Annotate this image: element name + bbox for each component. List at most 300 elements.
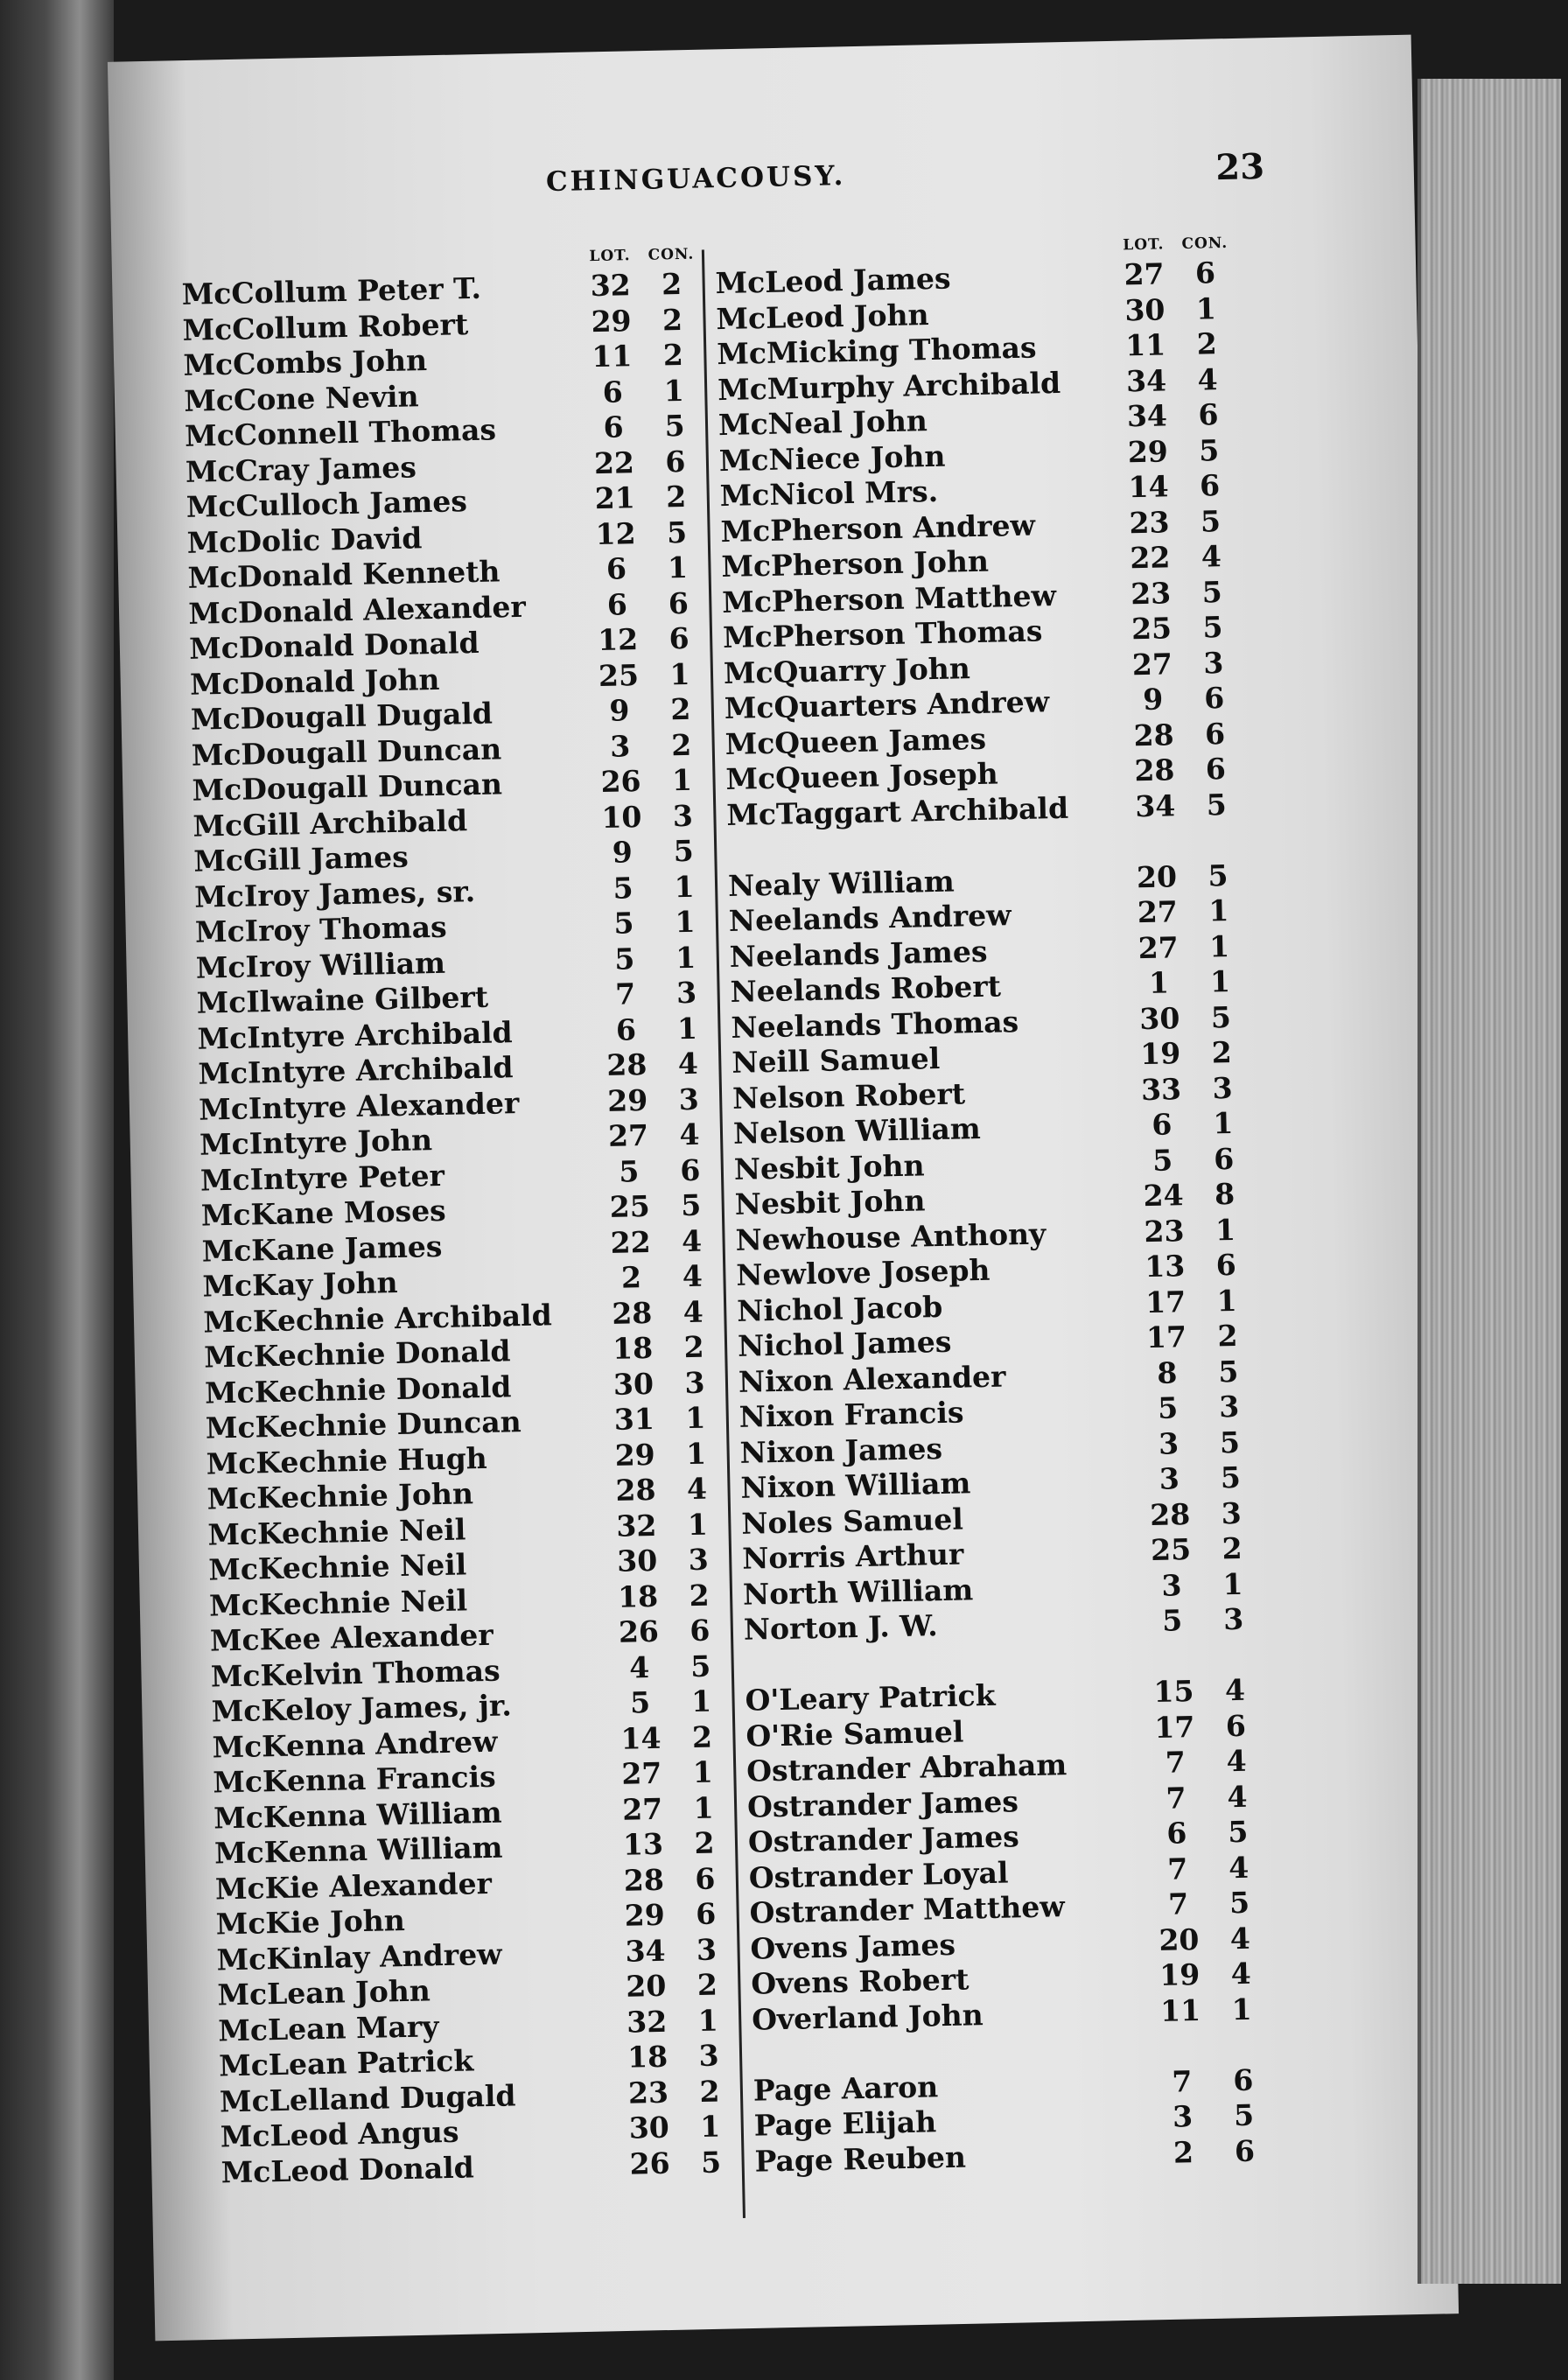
entry-name: Nixon William <box>740 1466 971 1505</box>
entry-name: Ostrander Loyal <box>748 1855 1009 1895</box>
entry-con: 1 <box>690 1684 712 1719</box>
entry-name: Ovens Robert <box>750 1962 970 2001</box>
entry-lot: 21 <box>594 480 636 516</box>
entry-name: Nesbit John <box>733 1147 925 1186</box>
entry-con: 5 <box>1219 1424 1241 1460</box>
entry-lot: 34 <box>625 1933 666 1969</box>
entry-lot: 28 <box>615 1472 656 1508</box>
entry-name: McKee Alexander <box>209 1617 494 1658</box>
entry-name: O'Rie Samuel <box>746 1714 964 1754</box>
entry-con: 6 <box>679 1152 701 1187</box>
entry-lot: 7 <box>614 976 636 1012</box>
entry-con: 4 <box>679 1116 700 1152</box>
entry-con: 8 <box>1214 1176 1236 1212</box>
entry-lot: 18 <box>617 1578 659 1614</box>
entry-lot: 31 <box>613 1401 655 1437</box>
entry-con: 6 <box>1232 2062 1254 2097</box>
entry-con: 6 <box>1215 1247 1237 1283</box>
entry-con: 5 <box>673 833 695 869</box>
entry-name: McKechnie Neil <box>207 1547 467 1587</box>
entry-name: McKane James <box>201 1228 443 1269</box>
entry-lot: 12 <box>597 622 639 658</box>
entry-con: 1 <box>674 869 695 904</box>
entry-con: 6 <box>1203 681 1225 716</box>
entry-lot: 17 <box>1145 1320 1187 1355</box>
entry-name: McGill James <box>192 839 410 878</box>
entry-name: Ostrander Abraham <box>746 1747 1068 1788</box>
entry-name: Page Elijah <box>753 2104 937 2143</box>
entry-lot: 25 <box>609 1188 651 1224</box>
entry-name: McIntyre John <box>199 1123 433 1162</box>
entry-name: McKenna Francis <box>213 1759 497 1800</box>
entry-lot: 28 <box>623 1862 665 1898</box>
entry-lot: 33 <box>1140 1071 1182 1107</box>
entry-con: 4 <box>1224 1672 1246 1708</box>
entry-con: 2 <box>1222 1530 1242 1566</box>
entry-lot: 3 <box>1158 1425 1180 1461</box>
entry-name: McQuarry John <box>723 650 971 690</box>
entry-con: 4 <box>1229 1921 1251 1956</box>
entry-lot: 29 <box>1127 433 1169 469</box>
entry-con: 5 <box>1200 503 1222 539</box>
entry-name: McMicking Thomas <box>716 330 1037 372</box>
entry-lot: 20 <box>1136 858 1178 894</box>
entry-lot: 6 <box>606 551 627 586</box>
entry-con: 1 <box>1216 1283 1238 1318</box>
entry-name: Neelands Thomas <box>731 1004 1019 1045</box>
entry-con: 5 <box>1220 1460 1242 1495</box>
entry-lot: 5 <box>619 1153 640 1189</box>
entry-lot: 32 <box>616 1508 657 1544</box>
entry-lot: 34 <box>1125 362 1167 398</box>
entry-name: Ostrander Matthew <box>749 1889 1066 1930</box>
entry-lot: 9 <box>1142 682 1164 717</box>
entry-name: McConnell Thomas <box>184 412 497 453</box>
entry-lot: 3 <box>1158 1461 1180 1496</box>
entry-lot: 5 <box>613 906 634 941</box>
entry-con: 4 <box>682 1294 704 1329</box>
entry-lot: 13 <box>622 1826 664 1862</box>
entry-lot: 30 <box>1138 1000 1180 1036</box>
entry-lot: 6 <box>606 586 628 622</box>
entry-lot: 6 <box>615 1012 637 1047</box>
entry-name: McIntyre Alexander <box>198 1085 520 1127</box>
entry-name: McCray James <box>185 449 417 489</box>
entry-con: 5 <box>1202 610 1223 645</box>
entry-con: 6 <box>1194 256 1216 290</box>
entry-con: 2 <box>662 302 683 337</box>
entry-lot: 9 <box>608 693 630 728</box>
entry-name: Norris Arthur <box>741 1536 964 1576</box>
entry-con: 4 <box>677 1046 699 1082</box>
entry-lot: 28 <box>1149 1496 1191 1532</box>
entry-con: 3 <box>696 1932 718 1967</box>
entry-lot: 7 <box>1171 2063 1193 2099</box>
entry-con: 1 <box>693 1790 715 1825</box>
entry-name: Page Aaron <box>752 2068 939 2108</box>
entry-con: 1 <box>684 1400 706 1436</box>
entry-con: 6 <box>1198 397 1219 432</box>
entry-name: McDonald John <box>189 662 440 702</box>
entry-con: 1 <box>675 904 696 940</box>
entry-name: McDonald Alexander <box>188 589 527 631</box>
entry-con: 4 <box>1200 539 1222 574</box>
entry-con: 3 <box>698 2038 719 2073</box>
entry-lot: 2 <box>1172 2134 1194 2170</box>
entry-lot: 29 <box>624 1897 666 1933</box>
entry-lot: 11 <box>592 339 633 374</box>
entry-con: 2 <box>683 1329 705 1365</box>
entry-name: McNicol Mrs. <box>719 473 939 514</box>
entry-lot: 10 <box>601 799 642 835</box>
entry-lot: 30 <box>612 1366 654 1402</box>
entry-name: McPherson Matthew <box>721 578 1057 620</box>
entry-name: McLeod John <box>716 297 929 336</box>
entry-name: McDolic David <box>186 520 423 560</box>
entry-name: McCollum Robert <box>182 306 469 347</box>
page-number: 23 <box>1214 145 1265 189</box>
entry-name: Ovens James <box>750 1927 956 1966</box>
entry-name: McTaggart Archibald <box>725 790 1069 832</box>
entry-con: 1 <box>1209 963 1231 999</box>
entry-lot: 5 <box>1161 1603 1183 1638</box>
entry-name: McIroy Thomas <box>194 909 447 949</box>
entry-name: Page Reuben <box>754 2139 967 2179</box>
entry-con: 1 <box>687 1507 709 1542</box>
entry-lot: 28 <box>606 1046 648 1082</box>
entry-con: 6 <box>665 444 686 479</box>
entry-name: McDonald Donald <box>188 625 480 666</box>
entry-lot: 7 <box>1167 1886 1189 1922</box>
entry-lot: 22 <box>610 1224 651 1260</box>
entry-con: 1 <box>1208 893 1229 928</box>
entry-con: 6 <box>1204 716 1226 752</box>
entry-lot: 8 <box>1156 1354 1178 1390</box>
entry-name: McKechnie John <box>206 1476 474 1516</box>
directory-page <box>144 137 1318 2295</box>
entry-name: McQueen Joseph <box>725 756 998 797</box>
entry-con: 1 <box>1231 1992 1252 2026</box>
entry-con: 1 <box>685 1436 707 1471</box>
entry-con: 2 <box>1217 1318 1238 1354</box>
entry-lot: 26 <box>629 2146 671 2181</box>
entry-lot: 6 <box>1152 1107 1172 1142</box>
entry-name: McDougall Duncan <box>192 766 503 808</box>
entry-name: Ostrander James <box>746 1783 1019 1824</box>
entry-name: McIroy James, sr. <box>193 873 476 914</box>
entry-name: McLean Patrick <box>218 2043 474 2083</box>
entry-con: 4 <box>682 1258 704 1294</box>
entry-lot: 9 <box>612 835 634 870</box>
entry-name: Nealy William <box>727 864 956 903</box>
right-column <box>715 234 1298 2204</box>
entry-con: 5 <box>1227 1814 1249 1850</box>
entry-con: 5 <box>1198 432 1220 468</box>
entry-con: 2 <box>689 1578 710 1613</box>
entry-name: McKechnie Donald <box>203 1334 511 1375</box>
page-block-edge <box>1418 79 1561 2284</box>
entry-con: 4 <box>1226 1743 1248 1779</box>
entry-lot: 14 <box>1128 469 1170 505</box>
entry-lot: 6 <box>602 374 624 410</box>
entry-name: Neelands Andrew <box>728 898 1012 938</box>
right-entries <box>715 255 1298 2180</box>
entry-name: McCulloch James <box>186 484 468 524</box>
entry-name: Newlove Joseph <box>736 1252 990 1292</box>
entry-con: 5 <box>1208 858 1228 892</box>
entry-name: McPherson Thomas <box>722 613 1043 655</box>
entry-con: 5 <box>1201 574 1223 610</box>
entry-lot: 23 <box>1130 575 1172 611</box>
entry-name: McCone Nevin <box>183 378 419 418</box>
entry-lot: 29 <box>591 303 632 339</box>
entry-name: McKay John <box>202 1264 398 1304</box>
entry-lot: 5 <box>612 870 634 906</box>
entry-name: McMurphy Archibald <box>717 365 1061 407</box>
entry-lot: 17 <box>1153 1709 1195 1745</box>
running-head: CHINGUACOUSY. <box>545 159 846 199</box>
entry-name: McPherson Andrew <box>720 508 1036 549</box>
entry-lot: 5 <box>629 1685 651 1720</box>
entry-lot: 26 <box>618 1614 660 1649</box>
entry-lot: 30 <box>616 1543 658 1578</box>
facing-page-edge <box>0 0 114 2380</box>
entry-name: McKechnie Donald <box>204 1368 512 1410</box>
entry-name: McPherson John <box>721 543 990 584</box>
entry-name: McLeod James <box>715 261 951 301</box>
con-header: CON. <box>648 245 695 264</box>
entry-lot: 11 <box>1124 327 1166 363</box>
entry-name: Neill Samuel <box>731 1040 941 1080</box>
entry-con: 6 <box>1199 468 1221 503</box>
entry-con: 5 <box>1217 1354 1239 1389</box>
entry-name: North William <box>742 1572 974 1612</box>
entry-lot: 12 <box>595 515 636 551</box>
entry-lot: 23 <box>1129 504 1170 540</box>
entry-lot: 23 <box>627 2075 669 2110</box>
entry-lot: 30 <box>1124 291 1166 327</box>
entry-lot: 27 <box>621 1791 663 1827</box>
entry-lot: 15 <box>1153 1674 1194 1709</box>
entry-con: 5 <box>700 2144 722 2180</box>
entry-con: 6 <box>694 1861 716 1896</box>
entry-con: 2 <box>670 727 692 762</box>
entry-con: 1 <box>692 1754 714 1790</box>
con-header: CON. <box>1181 234 1228 253</box>
entry-con: 4 <box>681 1223 703 1258</box>
entry-con: 6 <box>1234 2133 1256 2168</box>
entry-name: McKie John <box>215 1902 406 1942</box>
entry-name: McDonald Kenneth <box>187 554 500 595</box>
entry-name: McIroy William <box>195 945 446 985</box>
entry-name: McIntyre Archibald <box>197 1014 513 1056</box>
entry-lot: 19 <box>1158 1956 1200 1992</box>
entry-name: Noles Samuel <box>740 1502 964 1541</box>
entry-lot: 6 <box>1166 1816 1187 1851</box>
entry-lot: 18 <box>626 2039 668 2075</box>
entry-name: Nixon James <box>739 1431 943 1470</box>
entry-con: 3 <box>1212 1070 1233 1105</box>
entry-lot: 30 <box>628 2110 670 2146</box>
entry-name: McLeod Angus <box>220 2114 459 2154</box>
entry-name: McKechnie Hugh <box>206 1440 488 1481</box>
entry-con: 2 <box>694 1825 715 1861</box>
entry-name: Neelands Robert <box>730 969 1002 1009</box>
entry-lot: 5 <box>1152 1142 1173 1178</box>
entry-con: 4 <box>1227 1779 1248 1814</box>
entry-con: 2 <box>665 479 687 514</box>
entry-con: 6 <box>1213 1141 1235 1176</box>
entry-con: 6 <box>1205 752 1227 787</box>
entry-con: 3 <box>688 1542 710 1578</box>
entry-lot: 25 <box>598 657 640 693</box>
entry-name: McLelland Dugald <box>219 2077 516 2118</box>
left-column <box>181 245 765 2216</box>
entry-lot: 27 <box>1124 256 1165 292</box>
entry-lot: 14 <box>620 1720 662 1756</box>
entry-name: Overland John <box>751 1997 984 2037</box>
entry-name: Nelson Robert <box>732 1075 966 1116</box>
entry-con: 5 <box>680 1187 702 1223</box>
entry-lot: 27 <box>620 1755 662 1791</box>
entry-con: 2 <box>662 337 684 373</box>
entry-lot: 32 <box>626 2004 668 2040</box>
entry-name: McKechnie Neil <box>207 1511 466 1552</box>
entry-lot: 28 <box>1133 717 1174 752</box>
entry-lot: 5 <box>613 941 635 976</box>
entry-con: 5 <box>1210 999 1232 1034</box>
entry-name: McIntyre Archibald <box>198 1050 514 1091</box>
entry-con: 1 <box>697 2003 719 2038</box>
entry-lot: 34 <box>1126 398 1168 434</box>
entry-con: 4 <box>1197 361 1218 397</box>
entry-con: 4 <box>1230 1956 1252 1992</box>
entry-name: McIlwaine Gilbert <box>196 979 489 1020</box>
entry-con: 1 <box>1213 1105 1234 1141</box>
entry-lot: 27 <box>607 1117 649 1153</box>
entry-name: Nixon Alexander <box>738 1358 1006 1399</box>
entry-name: McKenna Andrew <box>212 1724 498 1765</box>
entry-lot: 3 <box>1161 1567 1182 1603</box>
entry-name: Nichol James <box>737 1324 952 1363</box>
entry-name: McKenna William <box>213 1795 502 1836</box>
entry-name: Nelson William <box>732 1110 982 1151</box>
entry-lot: 3 <box>609 728 631 764</box>
entry-con: 6 <box>1225 1708 1247 1743</box>
entry-con: 3 <box>1222 1601 1244 1637</box>
entry-name: McLeod Donald <box>220 2149 475 2189</box>
entry-name: McKie Alexander <box>214 1866 493 1906</box>
entry-con: 3 <box>1221 1495 1242 1530</box>
entry-con: 6 <box>668 620 690 656</box>
entry-con: 1 <box>676 1011 698 1046</box>
entry-lot: 7 <box>1166 1851 1188 1886</box>
entry-lot: 13 <box>1144 1249 1186 1284</box>
lot-header: LOT. <box>589 247 631 266</box>
entry-con: 1 <box>675 940 696 975</box>
entry-name: McCombs John <box>183 343 428 382</box>
entry-lot: 18 <box>612 1330 654 1366</box>
entry-con: 5 <box>666 514 688 550</box>
entry-con: 2 <box>699 2073 720 2109</box>
entry-lot: 20 <box>626 1968 667 2004</box>
entry-lot: 28 <box>1134 752 1175 788</box>
entry-con: 1 <box>671 762 693 798</box>
entry-name: McKenna William <box>214 1830 503 1871</box>
entry-lot: 29 <box>614 1437 656 1473</box>
entry-lot: 7 <box>1165 1745 1186 1780</box>
entry-con: 5 <box>1233 2097 1255 2133</box>
entry-con: 3 <box>1202 645 1224 681</box>
entry-name: McCollum Peter T. <box>181 270 482 312</box>
entry-lot: 23 <box>1144 1213 1185 1249</box>
left-entries <box>181 266 764 2191</box>
entry-lot: 1 <box>1148 965 1170 1000</box>
entry-lot: 3 <box>1172 2099 1194 2134</box>
entry-con: 6 <box>695 1896 717 1932</box>
entry-name: McDougall Dugald <box>190 696 494 737</box>
entry-con: 5 <box>1206 787 1228 822</box>
entry-lot: 29 <box>606 1082 648 1118</box>
entry-con: 2 <box>691 1719 713 1754</box>
entry-con: 1 <box>663 373 685 408</box>
entry-lot: 27 <box>1137 894 1179 930</box>
entry-con: 6 <box>668 585 690 620</box>
entry-con: 1 <box>1195 290 1217 326</box>
entry-con: 5 <box>664 408 685 444</box>
entry-lot: 20 <box>1158 1922 1200 1957</box>
entry-name: McKinlay Andrew <box>216 1936 502 1977</box>
entry-con: 1 <box>667 550 689 585</box>
entry-lot: 32 <box>590 268 632 304</box>
entry-lot: 34 <box>1134 788 1176 823</box>
entry-name: Norton J. W. <box>743 1608 939 1647</box>
entry-name: McDougall Duncan <box>191 731 502 773</box>
entry-con: 4 <box>686 1471 708 1507</box>
entry-name: McGill Archibald <box>192 802 468 844</box>
entry-lot: 24 <box>1143 1178 1184 1214</box>
entry-lot: 27 <box>1138 929 1180 965</box>
entry-lot: 11 <box>1159 1992 1201 2028</box>
entry-lot: 19 <box>1139 1036 1181 1072</box>
entry-con: 5 <box>1228 1885 1250 1921</box>
entry-con: 3 <box>1218 1389 1240 1424</box>
entry-lot: 17 <box>1144 1284 1186 1320</box>
entry-con: 2 <box>696 1967 718 2002</box>
entry-name: Newhouse Anthony <box>735 1215 1046 1257</box>
entry-lot: 6 <box>603 410 624 444</box>
entry-name: Nixon Francis <box>738 1395 964 1434</box>
entry-con: 4 <box>1228 1850 1250 1885</box>
entry-con: 2 <box>1211 1034 1233 1070</box>
entry-name: Ostrander James <box>747 1819 1020 1859</box>
entry-name: McIntyre Peter <box>200 1158 445 1198</box>
entry-con: 1 <box>1222 1566 1243 1601</box>
entry-con: 1 <box>1214 1212 1236 1247</box>
entry-lot: 2 <box>620 1260 642 1295</box>
entry-con: 2 <box>1196 326 1218 361</box>
entry-name: Nesbit John <box>734 1183 926 1222</box>
entry-name: McKechnie Duncan <box>205 1404 522 1446</box>
entry-lot: 22 <box>593 444 635 480</box>
entry-lot: 25 <box>1130 611 1172 647</box>
entry-name: McLean Mary <box>217 2008 439 2048</box>
entry-name: McLean John <box>217 1973 431 2012</box>
entry-lot: 26 <box>600 764 641 799</box>
entry-lot: 4 <box>628 1649 650 1685</box>
entry-name: McKane Moses <box>200 1193 447 1233</box>
entry-con: 1 <box>699 2109 721 2144</box>
